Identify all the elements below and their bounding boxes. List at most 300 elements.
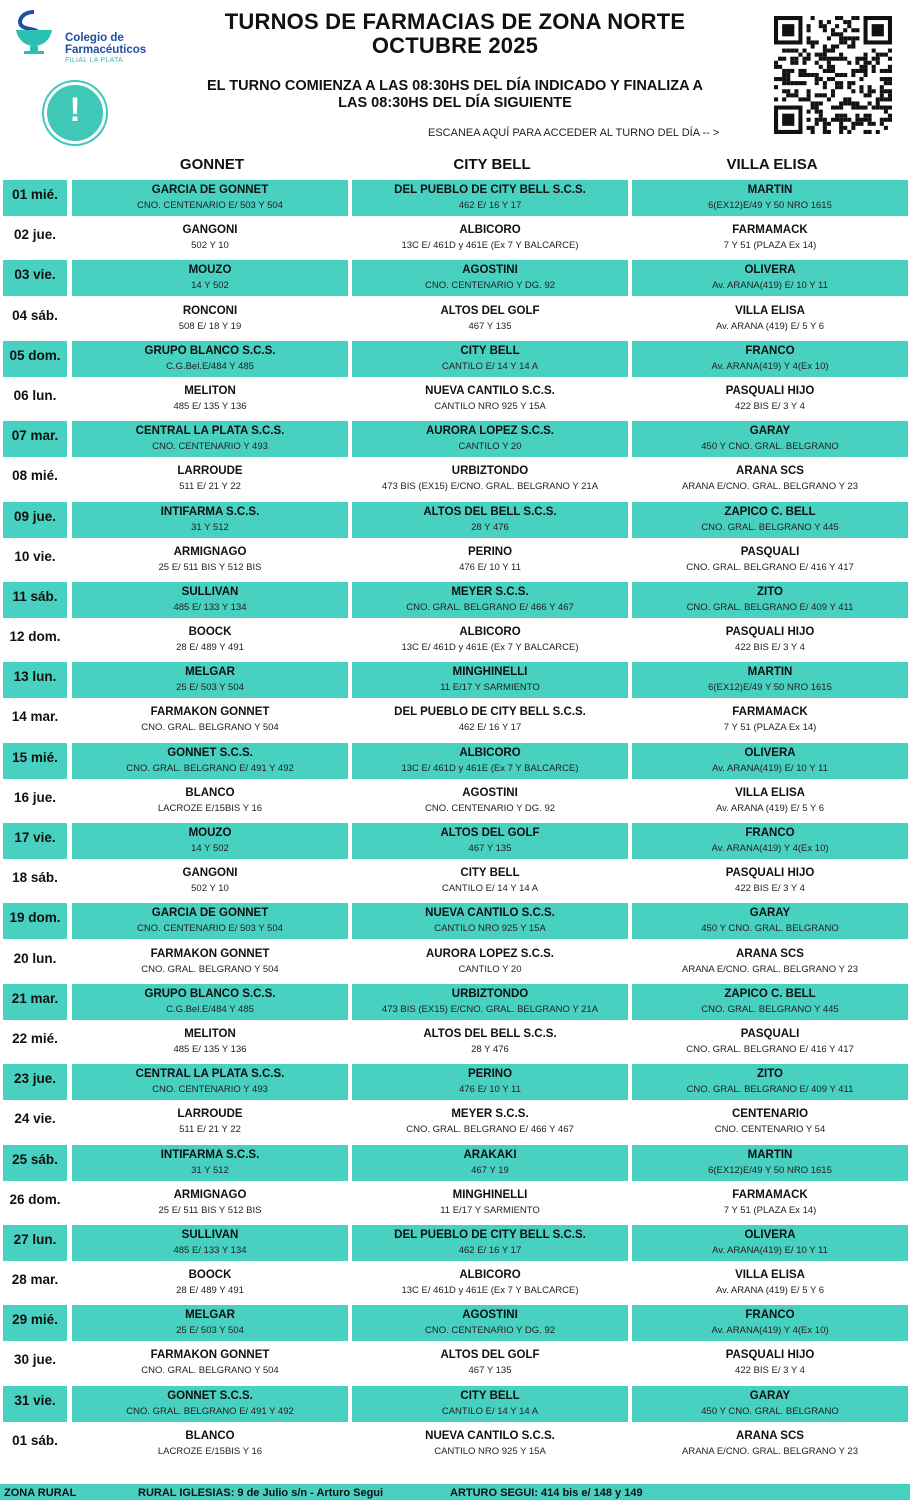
pharmacy-address: 11 E/17 Y SARMIENTO — [440, 1204, 540, 1216]
pharmacy-cell — [352, 1185, 628, 1221]
logo-name — [65, 32, 146, 56]
pharmacy-cell — [72, 461, 348, 497]
pharmacy-name: AURORA LOPEZ S.C.S. — [426, 425, 554, 438]
pharmacy-cell — [352, 180, 628, 216]
pharmacy-cell — [632, 1145, 908, 1181]
pharmacy-address: CNO. CENTENARIO Y 493 — [152, 1084, 268, 1096]
pharmacy-address: 476 E/ 10 Y 11 — [459, 1084, 521, 1096]
pharmacy-address: 485 E/ 133 Y 134 — [173, 601, 247, 613]
pharmacy-address: 14 Y 502 — [191, 280, 229, 292]
table-row — [0, 1426, 910, 1466]
pharmacy-name: PERINO — [467, 1068, 513, 1081]
pharmacy-address: 6(EX12)E/49 Y 50 NRO 1615 — [708, 1164, 832, 1176]
pharmacy-cell — [632, 1426, 908, 1462]
pharmacy-cell — [72, 622, 348, 658]
day-label: 25 sáb. — [3, 1145, 67, 1181]
pharmacy-name: NUEVA CANTILO S.C.S. — [425, 1429, 555, 1442]
pharmacy-address: C.G.Bel.E/484 Y 485 — [166, 360, 254, 372]
pharmacy-cell — [352, 863, 628, 899]
day-label: 01 sáb. — [12, 1432, 58, 1448]
table-row — [0, 1386, 910, 1426]
column-header-city-bell: CITY BELL — [453, 156, 531, 173]
pharmacy-name: OLIVERA — [744, 264, 796, 277]
pharmacy-cell — [632, 1064, 908, 1100]
pharmacy-cell — [72, 220, 348, 256]
pharmacy-cell — [72, 1345, 348, 1381]
pharmacy-address: CNO. GRAL. BELGRANO E/ 416 Y 417 — [686, 1043, 854, 1055]
pharmacy-cell — [72, 1225, 348, 1261]
table-row — [0, 542, 910, 582]
pharmacy-cell — [352, 1305, 628, 1341]
table-row — [0, 662, 910, 702]
pharmacy-cell — [632, 341, 908, 377]
pharmacy-cell — [632, 421, 908, 457]
pharmacy-address: 7 Y 51 (PLAZA Ex 14) — [723, 1204, 817, 1216]
pharmacy-address: Av. ARANA(419) E/ 10 Y 11 — [712, 280, 828, 292]
table-row — [0, 260, 910, 300]
pharmacy-name: MARTIN — [747, 1148, 793, 1161]
pharmacy-address: CNO. CENTENARIO E/ 503 Y 504 — [137, 923, 283, 935]
note-line-1: EL TURNO COMIENZA A LAS 08:30HS DEL DÍA INDICADO Y FINALIZA A — [207, 78, 703, 94]
pharmacy-cell — [632, 984, 908, 1020]
pharmacy-address: Av. ARANA(419) Y 4(Ex 10) — [711, 843, 829, 854]
pharmacy-address: 473 BIS (EX15) E/CNO. GRAL. BELGRANO Y 21A — [381, 481, 599, 493]
pharmacy-name: INTIFARMA S.C.S. — [160, 1148, 260, 1161]
pharmacy-cell — [632, 542, 908, 578]
pharmacy-name: OLIVERA — [744, 1228, 796, 1241]
pharmacy-cell — [632, 1265, 908, 1301]
pharmacy-address: 450 Y CNO. GRAL. BELGRANO — [701, 923, 839, 935]
pharmacy-address: CNO. GRAL. BELGRANO Y 504 — [141, 722, 279, 734]
table-row — [0, 582, 910, 622]
pharmacy-name: MELGAR — [185, 1309, 235, 1322]
logo-line-2: Farmacéuticos — [65, 44, 147, 56]
pharmacy-address: 450 Y CNO. GRAL. BELGRANO — [701, 1405, 839, 1417]
pharmacy-address: Av. ARANA (419) E/ 5 Y 6 — [715, 320, 825, 332]
table-row — [0, 1064, 910, 1104]
pharmacy-address: 25 E/ 503 Y 504 — [176, 1325, 244, 1337]
pharmacy-cell — [352, 260, 628, 296]
pharmacy-name: SULLIVAN — [181, 585, 239, 598]
pharmacy-name: ALBICORO — [459, 1269, 521, 1282]
pharmacy-cell — [352, 542, 628, 578]
pharmacy-cell — [72, 1145, 348, 1181]
day-label: 07 mar. — [3, 421, 67, 457]
pharmacy-cell — [72, 1426, 348, 1462]
pharmacy-address: CNO. GRAL. BELGRANO Y 445 — [701, 1003, 839, 1015]
pharmacy-address: 28 Y 476 — [471, 1043, 509, 1055]
pharmacy-address: 28 E/ 489 Y 491 — [176, 642, 244, 654]
pharmacy-name: PASQUALI HIJO — [725, 626, 815, 639]
pharmacy-name: ARAKAKI — [463, 1148, 517, 1161]
table-row — [0, 903, 910, 943]
pharmacy-cell — [632, 1185, 908, 1221]
logo-subtitle: FILIAL LA PLATA — [65, 57, 124, 64]
arturo-segui: ARTURO SEGUI: 414 bis e/ 148 y 149 — [450, 1487, 643, 1499]
pharmacy-name: FARMAKON GONNET — [150, 1349, 270, 1362]
day-label: 08 mié. — [12, 468, 58, 484]
pharmacy-address: 31 Y 512 — [191, 1164, 229, 1176]
pharmacy-address: CNO. GRAL. BELGRANO E/ 409 Y 411 — [686, 601, 854, 613]
logo-line-1: Colegio de — [65, 32, 124, 44]
table-row — [0, 1185, 910, 1225]
pharmacy-address: CNO. CENTENARIO E/ 503 Y 504 — [137, 200, 283, 211]
pharmacy-cell — [72, 260, 348, 296]
pharmacy-cell — [72, 1024, 348, 1060]
alert-symbol: ! — [69, 91, 81, 129]
pharmacy-address: LACROZE E/15BIS Y 16 — [157, 802, 263, 814]
pharmacy-name: NUEVA CANTILO S.C.S. — [425, 384, 555, 397]
pharmacy-cell — [72, 502, 348, 538]
pharmacy-name: NUEVA CANTILO S.C.S. — [425, 907, 555, 920]
pharmacy-cell — [352, 622, 628, 658]
pharmacy-name: VILLA ELISA — [735, 786, 805, 799]
pharmacy-name: ARANA SCS — [736, 465, 804, 478]
pharmacy-name: VILLA ELISA — [735, 304, 805, 317]
table-row — [0, 180, 910, 220]
pharmacy-name: GANGONI — [182, 867, 238, 880]
pharmacy-cell — [72, 1185, 348, 1221]
exclamation-icon — [44, 82, 106, 144]
table-row — [0, 622, 910, 662]
pharmacy-name: ALTOS DEL BELL S.C.S. — [423, 505, 557, 518]
pharmacy-cell — [632, 743, 908, 779]
pharmacy-address: 485 E/ 133 Y 134 — [173, 1244, 247, 1256]
title-line-1: TURNOS DE FARMACIAS DE ZONA NORTE — [224, 9, 686, 34]
pharmacy-name: AGOSTINI — [462, 786, 518, 799]
pharmacy-name: AGOSTINI — [462, 1309, 518, 1322]
pharmacy-address: 511 E/ 21 Y 22 — [179, 1124, 241, 1136]
pharmacy-address: Av. ARANA(419) Y 4(Ex 10) — [711, 1325, 829, 1337]
pharmacy-cell — [352, 1145, 628, 1181]
table-row — [0, 984, 910, 1024]
pharmacy-cell — [72, 783, 348, 819]
day-label: 21 mar. — [3, 984, 67, 1020]
pharmacy-address: 31 Y 512 — [191, 521, 229, 533]
table-row — [0, 743, 910, 783]
pharmacy-name: ARMIGNAGO — [173, 1188, 247, 1201]
pharmacy-address: 422 BIS E/ 3 Y 4 — [735, 400, 805, 412]
pharmacy-address: 13C E/ 461D y 461E (Ex 7 Y BALCARCE) — [401, 642, 579, 654]
pharmacy-name: ALBICORO — [459, 626, 521, 639]
pharmacy-cell — [632, 1305, 908, 1341]
pharmacy-address: 502 Y 10 — [191, 883, 229, 895]
pharmacy-address: CANTILO NRO 925 Y 15A — [434, 400, 546, 412]
pharmacy-cell — [72, 823, 348, 859]
pharmacy-name: GONNET S.C.S. — [167, 1389, 253, 1402]
pharmacy-name: FARMAMACK — [732, 224, 808, 237]
pharmacy-address: CANTILO E/ 14 Y 14 A — [441, 1405, 539, 1417]
pharmacy-name: MELITON — [184, 1027, 236, 1040]
pharmacy-address: CNO. CENTENARIO Y 54 — [714, 1124, 826, 1136]
pharmacy-address: 467 Y 135 — [468, 320, 512, 332]
pharmacy-name: SULLIVAN — [181, 1228, 239, 1241]
qr-code-icon[interactable] — [774, 16, 892, 134]
pharmacy-name: PASQUALI HIJO — [725, 1349, 815, 1362]
pharmacy-address: 6(EX12)E/49 Y 50 NRO 1615 — [708, 200, 832, 211]
day-label: 04 sáb. — [12, 307, 58, 323]
pharmacy-cell — [352, 220, 628, 256]
pharmacy-name: CITY BELL — [460, 344, 520, 357]
pharmacy-name: MELITON — [184, 384, 236, 397]
pharmacy-name: MINGHINELLI — [452, 666, 528, 679]
pharmacy-name: GANGONI — [182, 224, 238, 237]
pharmacy-name: CENTRAL LA PLATA S.C.S. — [135, 1068, 285, 1081]
pharmacy-cell — [632, 1225, 908, 1261]
pharmacy-cell — [352, 1345, 628, 1381]
table-row — [0, 220, 910, 260]
day-label: 06 lun. — [13, 387, 57, 403]
pharmacy-name: ALTOS DEL BELL S.C.S. — [423, 1027, 557, 1040]
pharmacy-cell — [72, 301, 348, 337]
pharmacy-address: 467 Y 135 — [468, 843, 512, 854]
table-row — [0, 421, 910, 461]
pharmacy-address: 462 E/ 16 Y 17 — [458, 722, 522, 734]
pharmacy-name: PASQUALI — [740, 1027, 800, 1040]
pharmacy-cell — [632, 502, 908, 538]
pharmacy-address: CNO. GRAL. BELGRANO E/ 466 Y 467 — [406, 601, 574, 613]
pharmacy-cell — [632, 260, 908, 296]
pharmacy-cell — [72, 1064, 348, 1100]
day-label: 11 sáb. — [3, 582, 67, 618]
pharmacy-cell — [72, 1104, 348, 1140]
pharmacy-address: Av. ARANA(419) Y 4(Ex 10) — [711, 360, 829, 372]
note-line-2: LAS 08:30HS DEL DÍA SIGUIENTE — [338, 95, 572, 111]
pharmacy-cell — [632, 1024, 908, 1060]
pharmacy-cell — [352, 823, 628, 859]
day-label: 20 lun. — [13, 950, 57, 966]
pharmacy-cell — [632, 702, 908, 738]
pharmacy-cell — [632, 662, 908, 698]
pharmacy-address: Av. ARANA(419) E/ 10 Y 11 — [712, 1244, 828, 1256]
pharmacy-cell — [72, 863, 348, 899]
pharmacy-address: CANTILO Y 20 — [458, 963, 522, 975]
pharmacy-name: MINGHINELLI — [452, 1188, 528, 1201]
pharmacy-cell — [632, 220, 908, 256]
pharmacy-name: GARAY — [749, 425, 791, 438]
pharmacy-name: MEYER S.C.S. — [451, 585, 529, 598]
title-line-2: OCTUBRE 2025 — [371, 33, 539, 58]
pharmacy-address: 476 E/ 10 Y 11 — [459, 561, 521, 573]
table-row — [0, 502, 910, 542]
pharmacy-address: 28 E/ 489 Y 491 — [176, 1285, 244, 1297]
pharmacy-address: CNO. CENTENARIO Y DG. 92 — [424, 280, 556, 292]
pharmacy-name: DEL PUEBLO DE CITY BELL S.C.S. — [394, 184, 586, 196]
pharmacy-name: BOOCK — [188, 1269, 232, 1282]
pharmacy-name: ARANA SCS — [736, 947, 804, 960]
pharmacy-address: CNO. GRAL. BELGRANO E/ 491 Y 492 — [126, 762, 294, 774]
table-row — [0, 341, 910, 381]
pharmacy-name: FRANCO — [745, 344, 795, 357]
pharmacy-name: ALBICORO — [459, 746, 521, 759]
pharmacy-cell — [632, 783, 908, 819]
pharmacy-address: CANTILO E/ 14 Y 14 A — [441, 360, 539, 372]
pharmacy-address: 511 E/ 21 Y 22 — [179, 481, 241, 493]
pharmacy-address: CANTILO E/ 14 Y 14 A — [441, 883, 539, 895]
pharmacy-name: GARAY — [749, 1389, 791, 1402]
pharmacy-cell — [72, 180, 348, 216]
pharmacy-cell — [72, 341, 348, 377]
pharmacy-address: CANTILO NRO 925 Y 15A — [434, 923, 546, 935]
pharmacy-name: PASQUALI — [740, 545, 800, 558]
pharmacy-name: DEL PUEBLO DE CITY BELL S.C.S. — [394, 706, 586, 719]
pharmacy-cell — [632, 622, 908, 658]
pharmacy-address: Av. ARANA (419) E/ 5 Y 6 — [715, 1285, 825, 1297]
table-row — [0, 461, 910, 501]
pharmacy-cell — [352, 743, 628, 779]
pharmacy-cell — [72, 944, 348, 980]
pharmacy-name: RONCONI — [182, 304, 238, 317]
pharmacy-cell — [352, 1426, 628, 1462]
pharmacy-address: CNO. GRAL. BELGRANO E/ 491 Y 492 — [126, 1405, 294, 1417]
pharmacy-cell — [72, 542, 348, 578]
pharmacy-address: 462 E/ 16 Y 17 — [458, 1244, 522, 1256]
day-label: 27 lun. — [3, 1225, 67, 1261]
pharmacy-name: GARAY — [749, 907, 791, 920]
pharmacy-address: 422 BIS E/ 3 Y 4 — [735, 642, 805, 654]
pharmacy-name: BLANCO — [185, 786, 235, 799]
pharmacy-cell — [72, 1386, 348, 1422]
pharmacy-cell — [72, 702, 348, 738]
pharmacy-cell — [632, 944, 908, 980]
pharmacy-cell — [352, 1225, 628, 1261]
pharmacy-address: CNO. GRAL. BELGRANO E/ 466 Y 467 — [406, 1124, 574, 1136]
table-row — [0, 944, 910, 984]
pharmacy-name: MARTIN — [747, 666, 793, 679]
pharmacy-name: ZITO — [757, 1068, 783, 1081]
table-row — [0, 381, 910, 421]
table-row — [0, 1104, 910, 1144]
rural-zone-footer — [0, 1484, 910, 1500]
pharmacy-address: CANTILO Y 20 — [458, 441, 522, 453]
pharmacy-name: MELGAR — [185, 666, 235, 679]
pharmacy-address: 485 E/ 135 Y 136 — [173, 1043, 247, 1055]
pharmacy-name: PERINO — [467, 545, 513, 558]
pharmacy-name: PASQUALI HIJO — [725, 867, 815, 880]
day-label: 01 mié. — [3, 180, 67, 216]
table-row — [0, 783, 910, 823]
pharmacy-cell — [72, 1305, 348, 1341]
pharmacy-name: LARROUDE — [177, 465, 243, 478]
table-row — [0, 702, 910, 742]
rural-iglesias: RURAL IGLESIAS: 9 de Julio s/n - Arturo Segui — [138, 1487, 384, 1499]
table-row — [0, 1024, 910, 1064]
pharmacy-cell — [72, 903, 348, 939]
pharmacy-address: LACROZE E/15BIS Y 16 — [157, 1445, 263, 1457]
pharmacy-cell — [352, 984, 628, 1020]
pharmacy-cell — [352, 1024, 628, 1060]
pharmacy-address: CNO. CENTENARIO Y DG. 92 — [424, 802, 556, 814]
pharmacy-cell — [352, 1064, 628, 1100]
pharmacy-cell — [632, 823, 908, 859]
table-row — [0, 1345, 910, 1385]
pharmacy-address: 422 BIS E/ 3 Y 4 — [735, 1365, 805, 1377]
pharmacy-name: ALTOS DEL GOLF — [440, 827, 540, 839]
pharmacy-name: INTIFARMA S.C.S. — [160, 505, 260, 518]
pharmacy-address: 25 E/ 503 Y 504 — [176, 682, 244, 694]
pharmacy-name: ALTOS DEL GOLF — [440, 1349, 540, 1362]
pharmacy-cell — [632, 582, 908, 618]
pharmacy-cell — [352, 1265, 628, 1301]
day-label: 15 mié. — [3, 743, 67, 779]
pharmacy-address: CNO. CENTENARIO Y DG. 92 — [424, 1325, 556, 1337]
day-label: 31 vie. — [3, 1386, 67, 1422]
pharmacy-cell — [632, 1386, 908, 1422]
pharmacy-name: ZITO — [757, 585, 783, 598]
pharmacy-cell — [72, 984, 348, 1020]
pharmacy-name: GARCIA DE GONNET — [151, 184, 269, 196]
day-label: 16 jue. — [13, 789, 57, 805]
pharmacy-name: BOOCK — [188, 626, 232, 639]
pharmacy-cell — [352, 341, 628, 377]
pharmacy-name: CENTENARIO — [731, 1108, 809, 1121]
column-header-gonnet: GONNET — [179, 156, 245, 173]
pharmacy-address: 462 E/ 16 Y 17 — [458, 200, 522, 211]
pharmacy-cell — [352, 702, 628, 738]
pharmacy-address: CANTILO NRO 925 Y 15A — [434, 1445, 546, 1457]
day-label: 13 lun. — [3, 662, 67, 698]
pharmacy-name: FRANCO — [745, 1309, 795, 1322]
pharmacy-name: FARMAMACK — [732, 1188, 808, 1201]
pharmacy-address: ARANA E/CNO. GRAL. BELGRANO Y 23 — [682, 963, 858, 975]
pharmacy-cup-icon — [10, 8, 58, 56]
pharmacy-cell — [352, 944, 628, 980]
day-label: 23 jue. — [3, 1064, 67, 1100]
pharmacy-address: 502 Y 10 — [191, 240, 229, 252]
pharmacy-name: CENTRAL LA PLATA S.C.S. — [135, 425, 285, 438]
pharmacy-address: CNO. GRAL. BELGRANO Y 504 — [141, 963, 279, 975]
pharmacy-cell — [352, 461, 628, 497]
day-label: 28 mar. — [11, 1272, 59, 1288]
day-label: 19 dom. — [3, 903, 67, 939]
pharmacy-name: ALTOS DEL GOLF — [440, 304, 540, 317]
pharmacy-cell — [352, 582, 628, 618]
day-label: 12 dom. — [9, 629, 61, 645]
pharmacy-name: OLIVERA — [744, 746, 796, 759]
pharmacy-address: C.G.Bel.E/484 Y 485 — [166, 1003, 254, 1015]
day-label: 10 vie. — [14, 548, 56, 564]
pharmacy-address: CNO. CENTENARIO Y 493 — [152, 441, 268, 453]
college-logo — [10, 8, 170, 64]
schedule-note — [165, 78, 745, 112]
pharmacy-name: CITY BELL — [460, 1389, 520, 1402]
pharmacy-address: 467 Y 19 — [471, 1164, 509, 1176]
pharmacy-address: ARANA E/CNO. GRAL. BELGRANO Y 23 — [682, 481, 858, 493]
pharmacy-name: LARROUDE — [177, 1108, 243, 1121]
pharmacy-cell — [72, 421, 348, 457]
pharmacy-cell — [352, 1386, 628, 1422]
scan-instruction: ESCANEA AQUÍ PARA ACCEDER AL TURNO DEL DÍA -- > — [428, 127, 720, 139]
table-row — [0, 1265, 910, 1305]
pharmacy-name: MOUZO — [188, 264, 232, 277]
day-label: 03 vie. — [3, 260, 67, 296]
pharmacy-cell — [352, 421, 628, 457]
pharmacy-address: 508 E/ 18 Y 19 — [178, 320, 242, 332]
day-label: 05 dom. — [3, 341, 67, 377]
day-label: 29 mié. — [3, 1305, 67, 1341]
pharmacy-address: 7 Y 51 (PLAZA Ex 14) — [723, 722, 817, 734]
pharmacy-cell — [352, 381, 628, 417]
pharmacy-cell — [352, 301, 628, 337]
pharmacy-address: 25 E/ 511 BIS Y 512 BIS — [158, 1204, 262, 1216]
pharmacy-name: GRUPO BLANCO S.C.S. — [144, 344, 276, 357]
pharmacy-name: FARMAKON GONNET — [150, 947, 270, 960]
day-label: 22 mié. — [12, 1030, 58, 1046]
table-row — [0, 301, 910, 341]
pharmacy-address: Av. ARANA(419) E/ 10 Y 11 — [712, 762, 828, 774]
pharmacy-cell — [72, 381, 348, 417]
table-row — [0, 1305, 910, 1345]
